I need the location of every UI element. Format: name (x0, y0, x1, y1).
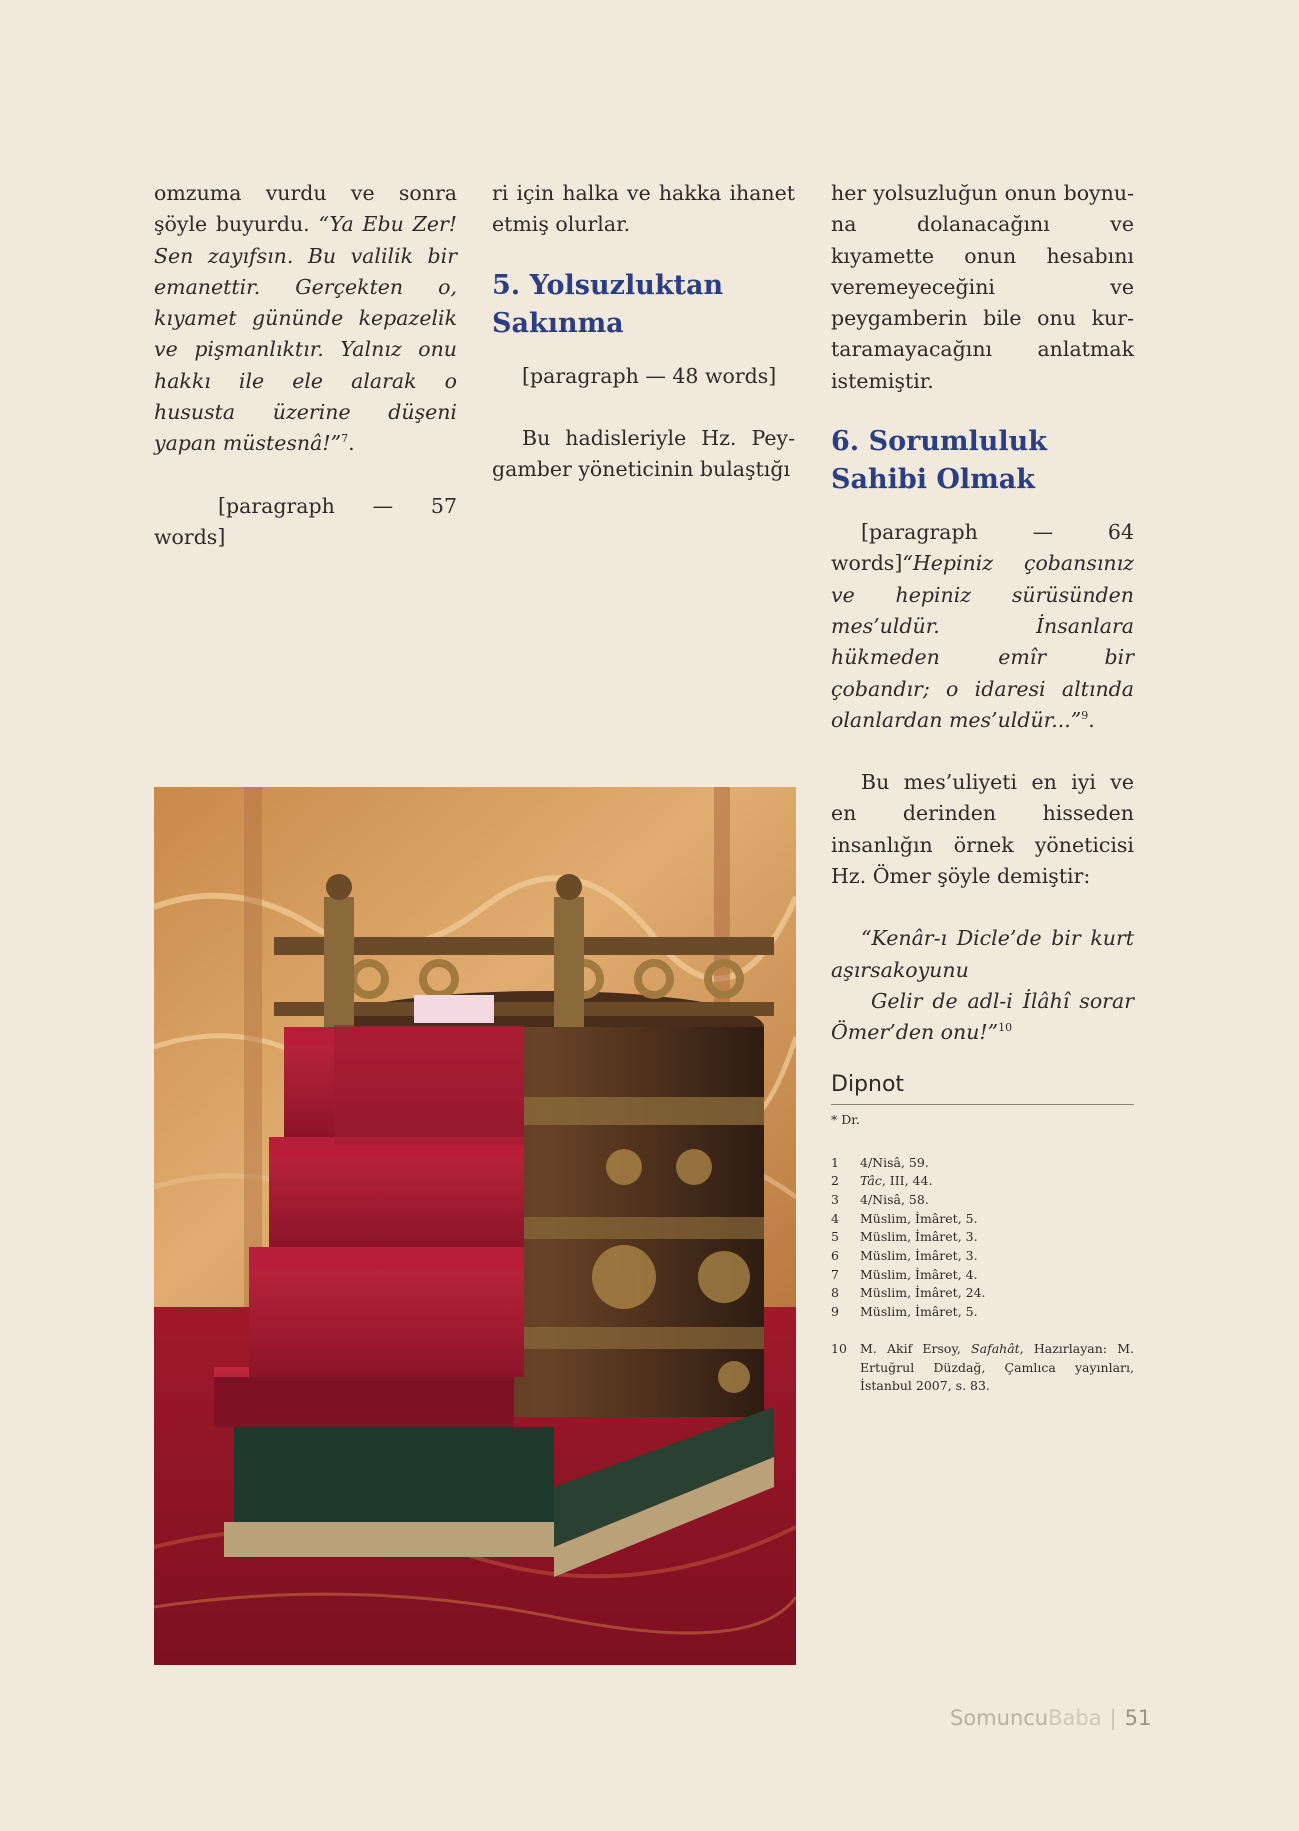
footnote-number: 8 (831, 1285, 839, 1301)
footnote-text: 4/Nisâ, 59. (860, 1154, 929, 1170)
paragraph: [paragraph — 48 words] (522, 363, 777, 388)
section-heading-6: 6. Sorumluluk Sahibi Olmak (831, 426, 1047, 496)
footnote-item (831, 1191, 1134, 1210)
paragraph: ri için halka ve hakka ihanet etmiş olurlar. (492, 181, 795, 237)
hadith-quote: “Ya Ebu Zer! Sen zayıfsın. Bu valilik bir emanettir. Gerçekten o, kıyamet gününde kepazelik ve pişmanlıktır. Yalnız onu hakkı ile ele alarak o hususta üzerine düşeni yapan müstesnâ!” (154, 212, 457, 456)
footnotes-title: Dipnot (831, 1071, 905, 1097)
footnote-number: 6 (831, 1248, 839, 1264)
footnote-item (831, 1154, 1134, 1173)
section-heading-5: 5. Yolsuzluktan Sakınma (492, 269, 724, 339)
footnote-ref: 10 (998, 1021, 1013, 1035)
brand-logo: SomuncuBaba (950, 1706, 1102, 1730)
footnote-item (831, 1266, 1134, 1285)
footnote-text: Müslim, İmâret, 5. (860, 1304, 978, 1320)
poem-line: “Kenâr-ı Dicle’de bir kurt aşırsakoyunu (831, 926, 1134, 982)
footnote-text: Müslim, İmâret, 5. (860, 1210, 978, 1226)
footnote-number: 5 (831, 1229, 839, 1245)
page-footer (950, 1706, 1151, 1730)
footnotes (831, 1069, 1134, 1396)
paragraph: her yolsuzluğun onun boynuna dolanacağını ve kıyamette onun hesabını veremeyeceğini ve peygamberin bile onu kurtaramayacağını anlatmak istemiştir. (831, 181, 1134, 393)
footnote-text: Müslim, İmâret, 24. (860, 1285, 986, 1301)
footnote-item (831, 1303, 1134, 1322)
footnote-star: * Dr. (831, 1111, 860, 1127)
footnote-text: 4/Nisâ, 58. (860, 1191, 929, 1207)
footnote-text: M. Akif Ersoy, Safahât, Hazırlayan: M. Ertuğrul Düzdağ, Çamlıca yayınları, İstanbul 2007, s. 83. (860, 1340, 1134, 1394)
footnote-ref: 7 (341, 432, 349, 446)
footnote-number: 3 (831, 1191, 839, 1207)
footnote-text: Müslim, İmâret, 4. (860, 1266, 978, 1282)
divider (831, 1104, 1134, 1105)
paragraph: [paragraph — 57 words] (154, 493, 457, 549)
minbar-illustration (154, 787, 796, 1665)
footnote-item (831, 1210, 1134, 1229)
page-number: 51 (1124, 1706, 1152, 1730)
footnote-number: 1 (831, 1154, 839, 1170)
column-1 (154, 178, 457, 553)
footnote-text: Müslim, İmâret, 3. (860, 1248, 978, 1264)
hadith-quote: “Hepiniz çobansınız ve hepiniz sürüsünden mes’uldür. İnsanlara hükmeden emîr bir çobandır; o idaresi altında olanlardan mes’uldür...” (831, 551, 1134, 732)
footnote-text: Tâc, III, 44. (860, 1173, 933, 1189)
footnote-item (831, 1228, 1134, 1247)
column-3 (831, 178, 1134, 1396)
footnote-item (831, 1247, 1134, 1266)
poem-line: Gelir de adl-i İlâhî sorar Ömer’den onu!”$^{10}$ (831, 988, 1134, 1045)
paragraph: [paragraph — 64 words]“Hepiniz çobansınız ve hepiniz sürüsünden mes’uldür. İnsanlara hükmeden emîr bir çobandır; o idaresi altında olanlardan mes’uldür...”$^9$. (831, 520, 1134, 732)
footnote-number: 2 (831, 1173, 839, 1189)
footnote-text: Müslim, İmâret, 3. (860, 1229, 978, 1245)
footnote-item (831, 1284, 1134, 1303)
divider: | (1109, 1706, 1117, 1730)
column-2 (492, 178, 795, 485)
footnote-item: 10 M. Akif Ersoy, Safahât, Hazırlayan: M. Ertuğrul Düzdağ, Çamlıca yayınları, İstanbul 2007, s. 83. (831, 1340, 1134, 1396)
paragraph: Bu mes’uliyeti en iyi ve en derinden hisseden insanlığın örnek yöneticisi Hz. Ömer şöyle demiştir: (831, 770, 1134, 889)
footnote-list (831, 1154, 1134, 1322)
footnote-item (831, 1172, 1134, 1191)
footnote-ref: 9 (1081, 709, 1089, 723)
footnote-number: 7 (831, 1266, 839, 1282)
minbar-photo (154, 787, 796, 1665)
footnote-number: 4 (831, 1210, 839, 1226)
footnote-number: 9 (831, 1304, 839, 1320)
paragraph: omzuma vurdu ve sonra şöyle buyurdu. “Ya Ebu Zer! Sen zayıfsın. Bu valilik bir emanettir. Gerçekten o, kıyamet gününde kepazelik ve pişmanlıktır. Yalnız onu hakkı ile ele alarak o hususta üzerine düşeni yapan müstesnâ!”$^7$. (154, 181, 457, 456)
paragraph: Bu hadisleriyle Hz. Peygamber yöneticinin bulaştığı (492, 425, 795, 482)
